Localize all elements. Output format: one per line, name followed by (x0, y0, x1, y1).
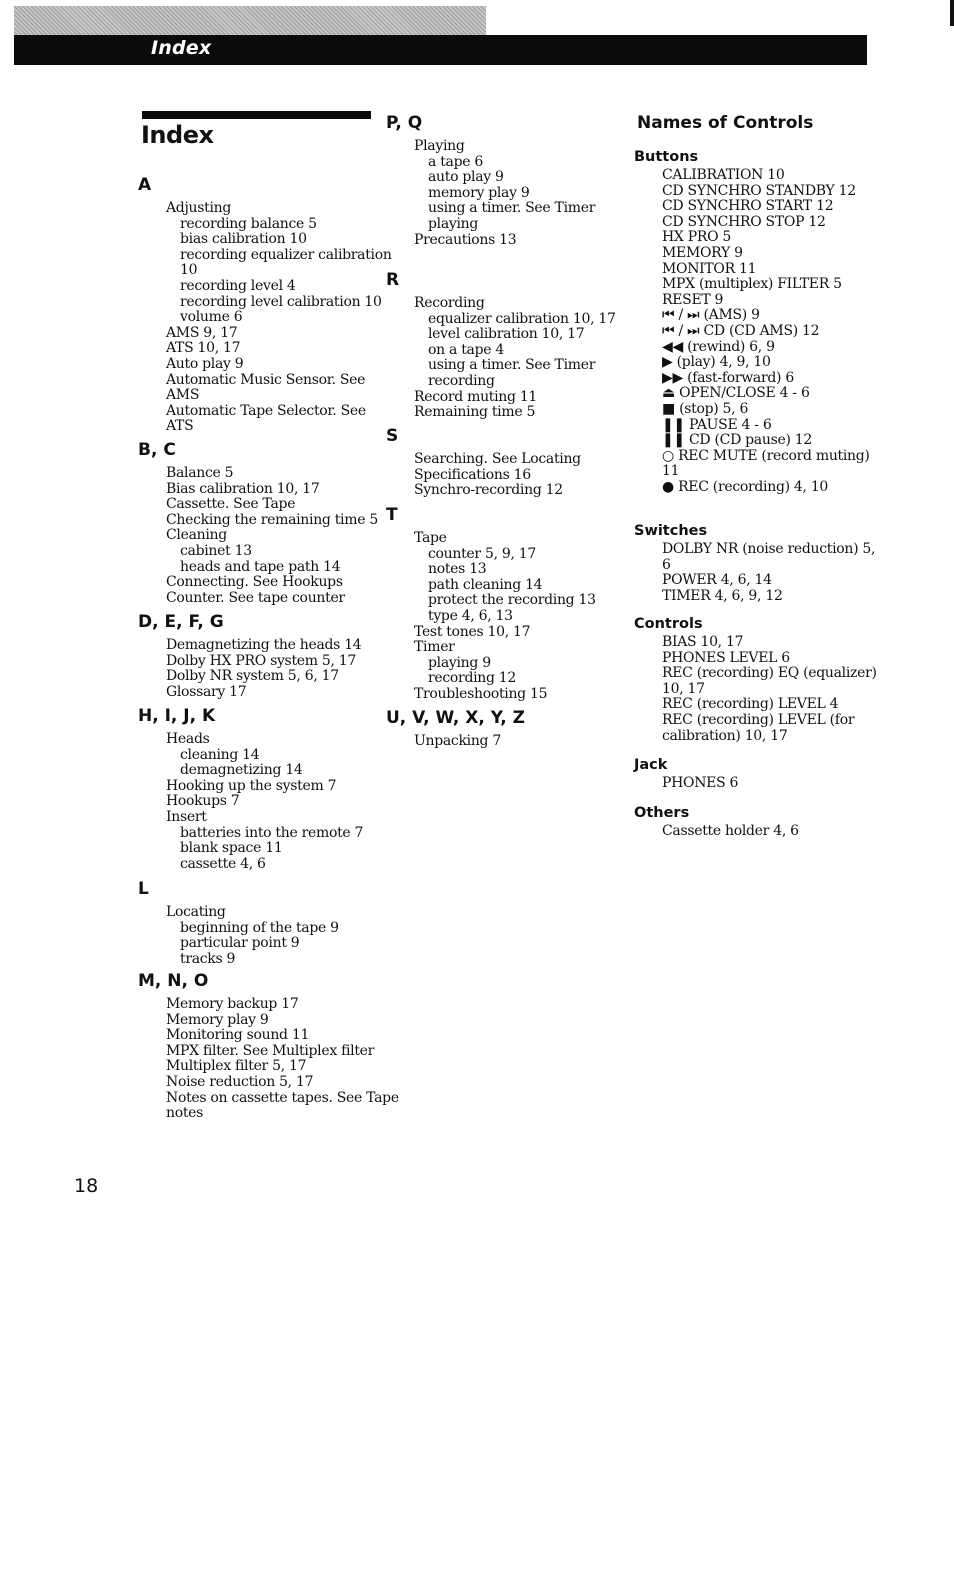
control-entry: ■ (stop) 5, 6 (662, 400, 749, 417)
index-subentry: blank space 11 (180, 840, 283, 857)
index-entry: Insert (166, 808, 207, 825)
index-section (386, 113, 595, 248)
index-entry: Automatic Tape Selector. See (166, 402, 366, 419)
index-section (138, 706, 363, 872)
index-section (138, 879, 339, 967)
control-entry: ○ REC MUTE (record muting) (662, 447, 870, 464)
section-letter-heading: L (138, 879, 149, 899)
control-entry: 6 (662, 556, 671, 573)
control-entry: 11 (662, 463, 680, 480)
index-subentry: cleaning 14 (180, 746, 260, 763)
index-subentry: 10 (180, 262, 198, 279)
controls-group (634, 148, 870, 495)
index-entry: Notes on cassette tapes. See Tape (166, 1089, 399, 1106)
index-entry: Memory play 9 (166, 1011, 269, 1028)
index-subentry: tracks 9 (180, 950, 236, 967)
index-subentry: equalizer calibration 10, 17 (428, 310, 616, 327)
index-entry: Precautions 13 (414, 231, 517, 248)
names-of-controls-title: Names of Controls (637, 113, 814, 133)
index-entry: Heads (166, 731, 210, 747)
index-entry: AMS 9, 17 (166, 324, 238, 341)
index-subentry: a tape 6 (428, 153, 483, 170)
index-subentry: memory play 9 (428, 184, 530, 201)
control-entry: ▶▶ (fast-forward) 6 (662, 369, 794, 386)
index-subentry: recording balance 5 (180, 215, 317, 232)
index-subentry: beginning of the tape 9 (180, 919, 339, 936)
index-entry: Noise reduction 5, 17 (166, 1073, 314, 1090)
control-entry: ❚❚ CD (CD pause) 12 (662, 432, 812, 449)
control-entry: CD SYNCHRO STANDBY 12 (662, 182, 856, 199)
index-entry: Playing (414, 138, 465, 154)
controls-group (634, 615, 877, 744)
title-rule (142, 111, 371, 119)
controls-group (634, 756, 738, 792)
control-entry: RESET 9 (662, 291, 724, 308)
controls-group (634, 522, 875, 604)
controls-group (634, 804, 799, 840)
index-entry: Troubleshooting 15 (414, 685, 548, 702)
control-entry: ⏮ / ⏭ CD (CD AMS) 12 (662, 322, 820, 339)
index-subentry: protect the recording 13 (428, 592, 596, 609)
controls-group-heading: Buttons (634, 149, 699, 165)
index-entry: Unpacking 7 (414, 733, 501, 749)
index-entry: Connecting. See Hookups (166, 574, 343, 591)
index-entry: Timer (414, 639, 455, 656)
index-entry: Specifications 16 (414, 466, 531, 483)
control-entry: REC (recording) EQ (equalizer) (662, 665, 877, 682)
section-letter-heading: P, Q (386, 113, 423, 133)
index-entry: ATS 10, 17 (166, 340, 241, 357)
controls-group-heading: Others (634, 805, 690, 821)
index-entry: Test tones 10, 17 (414, 623, 531, 640)
control-entry: CD SYNCHRO STOP 12 (662, 213, 826, 230)
index-entry: Multiplex filter 5, 17 (166, 1058, 307, 1075)
index-entry: Searching. See Locating (414, 451, 581, 467)
section-letter-heading: S (386, 426, 399, 446)
section-letter-heading: A (138, 175, 152, 195)
index-section (386, 505, 596, 703)
index-entry: Remaining time 5 (414, 404, 536, 421)
index-entry: Balance 5 (166, 465, 234, 481)
index-section (386, 708, 525, 750)
index-entry: Dolby HX PRO system 5, 17 (166, 652, 357, 669)
index-subentry: playing 9 (428, 654, 491, 671)
index-entry: Locating (166, 904, 226, 920)
control-entry: REC (recording) LEVEL (for (662, 711, 855, 728)
control-entry: 10, 17 (662, 680, 705, 697)
index-subentry: cassette 4, 6 (180, 855, 266, 872)
index-subentry: counter 5, 9, 17 (428, 545, 536, 562)
index-subentry: recording 12 (428, 670, 517, 687)
index-subentry: recording level 4 (180, 277, 296, 294)
index-section (138, 440, 378, 606)
corner-mark (950, 0, 954, 26)
index-subentry: bias calibration 10 (180, 231, 307, 248)
header-bar (14, 35, 867, 65)
page-number: 18 (74, 1175, 99, 1197)
index-section (138, 971, 399, 1122)
index-subentry: using a timer. See Timer (428, 200, 596, 217)
index-entry: Demagnetizing the heads 14 (166, 637, 362, 653)
control-entry: PHONES 6 (662, 775, 739, 791)
index-subentry: playing (428, 215, 479, 232)
index-subentry: batteries into the remote 7 (180, 824, 364, 841)
index-entry: Counter. See tape counter (166, 589, 345, 606)
index-subentry: recording level calibration 10 (180, 293, 382, 310)
control-entry: MEMORY 9 (662, 244, 743, 261)
controls-group-heading: Jack (634, 757, 668, 773)
control-entry: CD SYNCHRO START 12 (662, 198, 834, 215)
index-entry: Cleaning (166, 527, 227, 544)
index-entry: Bias calibration 10, 17 (166, 480, 320, 497)
index-section (386, 270, 616, 421)
control-entry: calibration) 10, 17 (662, 727, 788, 744)
control-entry: ⏮ / ⏭ (AMS) 9 (662, 307, 760, 324)
controls-group-heading: Switches (634, 523, 708, 539)
control-entry: ❚❚ PAUSE 4 - 6 (662, 416, 772, 433)
page-title: Index (141, 121, 214, 149)
index-subentry: notes 13 (428, 561, 487, 578)
index-entry: Adjusting (166, 200, 231, 216)
index-subentry: recording (428, 372, 495, 389)
index-subentry: level calibration 10, 17 (428, 326, 585, 343)
control-entry: POWER 4, 6, 14 (662, 572, 772, 589)
index-subentry: path cleaning 14 (428, 576, 543, 593)
index-entry: MPX filter. See Multiplex filter (166, 1042, 375, 1059)
header-title: Index (151, 37, 212, 59)
index-subentry: volume 6 (180, 309, 243, 326)
index-entry: AMS (166, 387, 200, 404)
index-subentry: on a tape 4 (428, 341, 504, 358)
control-entry: HX PRO 5 (662, 229, 732, 246)
index-entry: Automatic Music Sensor. See (166, 371, 366, 388)
control-entry: MONITOR 11 (662, 260, 757, 277)
control-entry: MPX (multiplex) FILTER 5 (662, 276, 842, 293)
index-entry: Memory backup 17 (166, 996, 299, 1012)
control-entry: CALIBRATION 10 (662, 167, 785, 183)
control-entry: BIAS 10, 17 (662, 634, 744, 650)
control-entry: ⏏ OPEN/CLOSE 4 - 6 (662, 385, 810, 402)
index-entry: Monitoring sound 11 (166, 1027, 310, 1044)
control-entry: ▶ (play) 4, 9, 10 (662, 354, 771, 371)
control-entry: REC (recording) LEVEL 4 (662, 696, 839, 713)
index-subentry: cabinet 13 (180, 542, 252, 559)
index-subentry: heads and tape path 14 (180, 558, 341, 575)
index-subentry: using a timer. See Timer (428, 357, 596, 374)
section-letter-heading: H, I, J, K (138, 706, 216, 726)
index-section (386, 426, 581, 499)
index-subentry: type 4, 6, 13 (428, 607, 513, 624)
section-letter-heading: B, C (138, 440, 176, 460)
index-section (138, 175, 392, 435)
index-entry: notes (166, 1105, 204, 1122)
section-letter-heading: D, E, F, G (138, 612, 224, 632)
section-letter-heading: R (386, 270, 400, 290)
control-entry: Cassette holder 4, 6 (662, 823, 799, 839)
control-entry: ◀◀ (rewind) 6, 9 (662, 338, 775, 355)
index-entry: Synchro-recording 12 (414, 482, 563, 499)
control-entry: PHONES LEVEL 6 (662, 649, 790, 666)
index-entry: Dolby NR system 5, 6, 17 (166, 668, 339, 685)
control-entry: TIMER 4, 6, 9, 12 (662, 587, 783, 604)
index-entry: Hookups 7 (166, 793, 240, 810)
index-entry: Hooking up the system 7 (166, 777, 337, 794)
control-entry: DOLBY NR (noise reduction) 5, (662, 541, 876, 557)
index-entry: Glossary 17 (166, 683, 247, 700)
index-subentry: recording equalizer calibration (180, 246, 392, 263)
index-entry: Checking the remaining time 5 (166, 511, 378, 528)
index-entry: Recording (414, 295, 485, 311)
index-subentry: demagnetizing 14 (180, 762, 303, 779)
section-letter-heading: M, N, O (138, 971, 209, 991)
controls-group-heading: Controls (634, 616, 703, 632)
index-subentry: auto play 9 (428, 169, 504, 186)
index-entry: ATS (166, 418, 194, 435)
index-entry: Tape (414, 530, 447, 546)
section-letter-heading: T (386, 505, 398, 525)
index-entry: Record muting 11 (414, 388, 538, 405)
index-entry: Cassette. See Tape (166, 496, 296, 513)
control-entry: ● REC (recording) 4, 10 (662, 478, 829, 495)
index-subentry: particular point 9 (180, 935, 300, 952)
section-letter-heading: U, V, W, X, Y, Z (386, 708, 525, 728)
index-section (138, 612, 361, 700)
index-entry: Auto play 9 (166, 355, 244, 372)
